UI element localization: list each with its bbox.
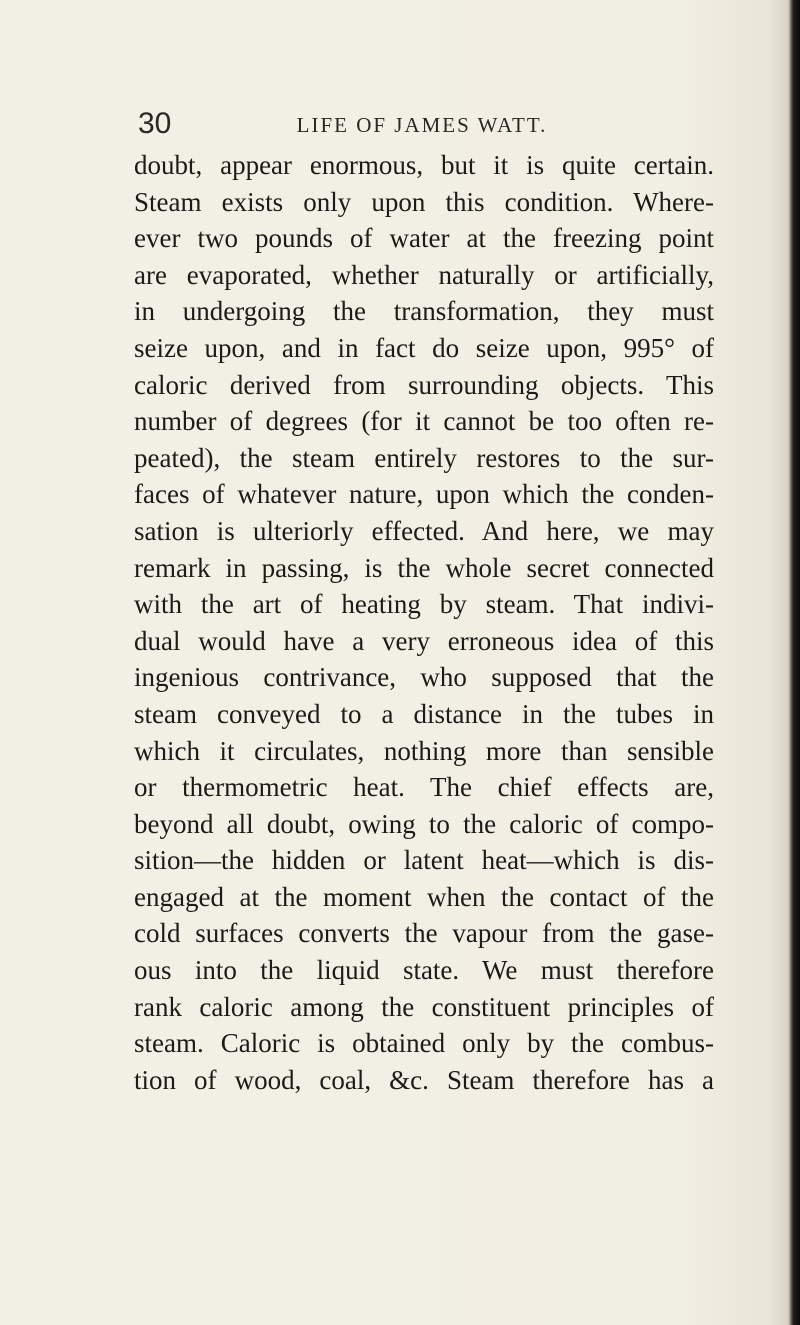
text-line: remark in passing, is the whole secret connected [134,552,714,583]
text-line: dual would have a very erroneous idea of this [134,625,714,656]
text-line: sition—the hidden or latent heat—which is dis- [134,845,714,876]
text-line: or thermometric heat. The chief effects are, [134,772,714,803]
text-line: rank caloric among the constituent principles of [134,991,714,1022]
running-title: LIFE OF JAMES WATT. [296,113,548,137]
body-text [134,147,714,1098]
page-edge-shadow [790,0,800,1325]
text-line: faces of whatever nature, upon which the conden- [134,479,714,510]
text-line: are evaporated, whether naturally or artificially, [134,259,714,290]
text-line: Steam exists only upon this condition. Where- [134,186,714,217]
text-line: caloric derived from surrounding objects. This [134,369,714,400]
text-line: number of degrees (for it cannot be too often re- [134,406,714,437]
text-line: beyond all doubt, owing to the caloric of compo- [134,808,714,839]
text-line: which it circulates, nothing more than sensible [134,735,714,766]
text-line: ous into the liquid state. We must therefore [134,955,714,986]
text-line: seize upon, and in fact do seize upon, 995° of [134,332,714,363]
text-line: steam conveyed to a distance in the tubes in [134,698,714,729]
text-line: steam. Caloric is obtained only by the combus- [134,1028,714,1059]
text-line: engaged at the moment when the contact of the [134,881,714,912]
page-number: 30 [138,107,172,140]
text-line: in undergoing the transformation, they must [134,296,714,327]
text-line: tion of wood, coal, &c. Steam therefore has a [134,1064,714,1095]
text-line: ever two pounds of water at the freezing point [134,223,714,254]
text-line: sation is ulteriorly effected. And here, we may [134,515,714,546]
page-header [132,104,712,144]
text-line: doubt, appear enormous, but it is quite certain. [134,150,714,180]
text-line: peated), the steam entirely restores to the sur- [134,442,714,473]
text-line: ingenious contrivance, who supposed that the [134,662,714,693]
text-line: with the art of heating by steam. That indivi- [134,589,714,620]
text-line: cold surfaces converts the vapour from the gase- [134,918,714,949]
